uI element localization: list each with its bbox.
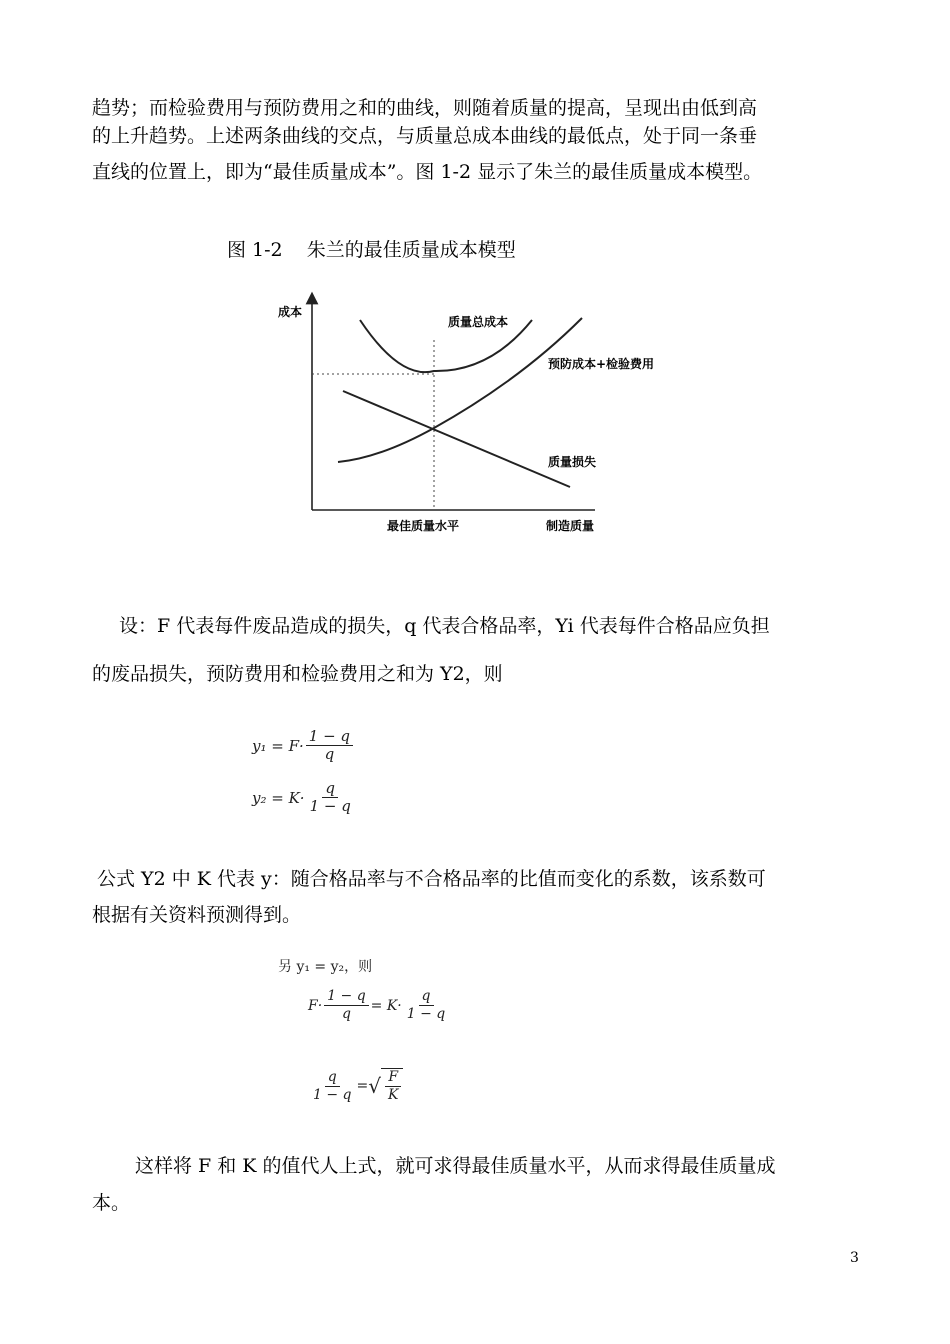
intro-line-1: 趋势；而检验费用与预防费用之和的曲线，则随着质量的提高，呈现出由低到高: [92, 97, 758, 119]
sqrt-sign: √ $\frac{F}{K}$: [368, 1068, 403, 1104]
intro-line-2: 的上升趋势。上述两条曲线的交点，与质量总成本曲线的最低点，处于同一条垂: [92, 125, 758, 147]
formula-solution: [308, 1068, 403, 1104]
formula-y2: [252, 780, 356, 815]
juran-cost-model-figure: [270, 290, 690, 540]
sol-radicand-numerator: F: [385, 1069, 401, 1087]
k-line-1: 公式 Y2 中 K 代表 y：随合格品率与不合格品率的比值而变化的系数，该系数可: [97, 868, 766, 890]
let-equal-text: 另 y₁ = y₂，则: [278, 959, 373, 975]
sol-equals: =: [356, 1078, 369, 1094]
eq-right-numerator: q: [419, 988, 434, 1006]
sol-numerator: q: [325, 1069, 340, 1087]
y2-denominator: 1 − q: [309, 797, 351, 815]
sol-radicand-denominator: K: [387, 1087, 399, 1103]
eq-right-denominator: 1 − q: [406, 1006, 446, 1022]
setup-line-1: 设：F 代表每件废品造成的损失，q 代表合格品率，Yi 代表每件合格品应负担: [119, 615, 770, 637]
eq-mid: = K·: [370, 997, 402, 1014]
y2-numerator: q: [322, 780, 338, 798]
final-line-1: 这样将 F 和 K 的值代人上式，就可求得最佳质量水平，从而求得最佳质量成: [135, 1155, 776, 1177]
eq-left-denominator: q: [341, 1006, 351, 1022]
setup-line-2: 的废品损失，预防费用和检验费用之和为 Y2，则: [92, 663, 503, 685]
intro-line-3: 直线的位置上，即为“最佳质量成本”。图 1-2 显示了朱兰的最佳质量成本模型。: [92, 161, 763, 183]
x-axis-label: 制造质量: [546, 519, 595, 533]
formula-y1: [252, 728, 355, 763]
eq-left: F·: [308, 997, 323, 1014]
sol-denominator: 1 − q: [313, 1086, 352, 1103]
prevention-cost-label: 预防成本+检验费用: [548, 357, 655, 371]
y1-lhs: y₁ = F·: [252, 736, 304, 755]
formula-equality: [308, 988, 450, 1023]
k-line-2: 根据有关资料预测得到。: [92, 904, 302, 926]
y1-numerator: 1 − q: [306, 728, 353, 746]
final-line-2: 本。: [92, 1192, 131, 1214]
eq-left-numerator: 1 − q: [324, 988, 369, 1006]
page-number: 3: [850, 1250, 859, 1266]
total-cost-label: 质量总成本: [448, 315, 509, 329]
y2-lhs: y₂ = K·: [252, 788, 305, 807]
figure-title: 图 1-2 朱兰的最佳质量成本模型: [227, 239, 516, 261]
quality-loss-label: 质量损失: [548, 455, 597, 469]
quality-loss-curve: [343, 391, 570, 487]
optimum-quality-label: 最佳质量水平: [387, 519, 460, 533]
y1-denominator: q: [324, 745, 335, 763]
y-axis-label: 成本: [278, 305, 303, 319]
